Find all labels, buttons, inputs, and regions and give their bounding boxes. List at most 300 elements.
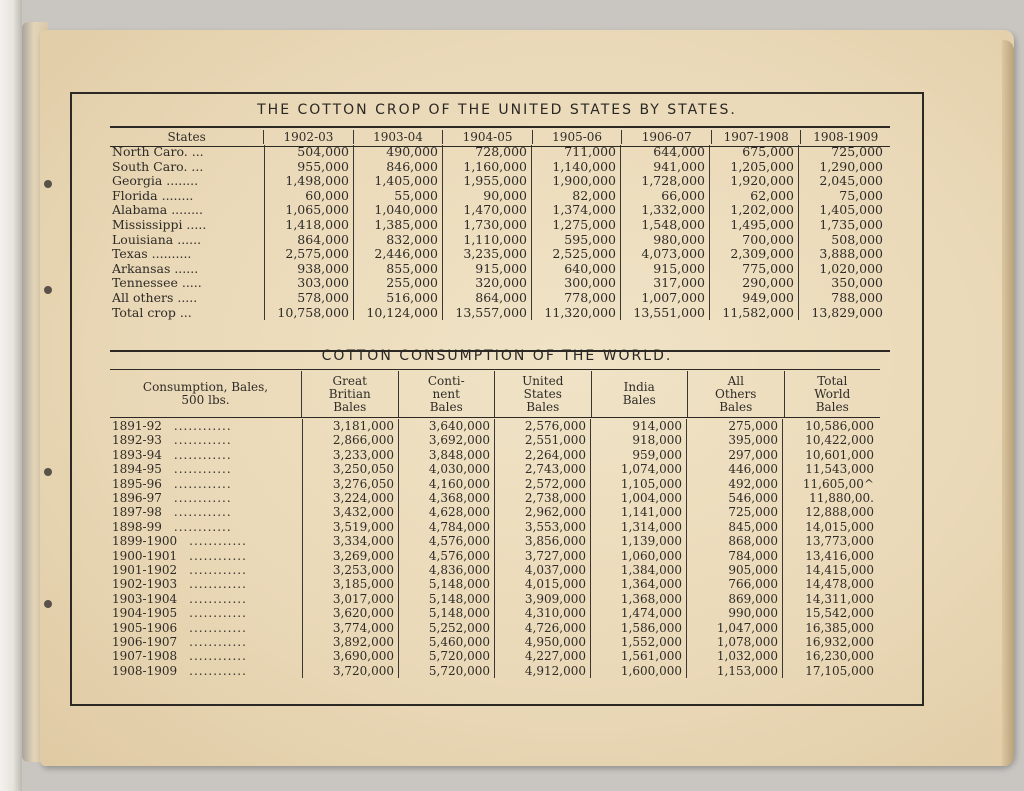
crop-value-cell: 1,735,000 <box>798 218 887 233</box>
table-row <box>110 577 880 591</box>
table-row <box>110 218 890 233</box>
crop-value-cell: 595,000 <box>531 233 620 248</box>
table-row <box>110 549 880 563</box>
crop-value-cell: 700,000 <box>709 233 798 248</box>
crop-value-cell: 1,385,000 <box>353 218 442 233</box>
season-label: 1901-1902 <box>112 563 178 577</box>
consumption-value-cell: 4,030,000 <box>398 462 494 476</box>
season-label-cell <box>110 505 302 519</box>
crop-value-cell: 60,000 <box>264 189 353 204</box>
consumption-value-cell: 1,552,000 <box>590 635 686 649</box>
crop-value-cell: 1,730,000 <box>442 218 531 233</box>
consumption-value-cell: 3,640,000 <box>398 419 494 433</box>
header-total-world: Total World Bales <box>784 371 881 417</box>
consumption-value-cell: 4,726,000 <box>494 621 590 635</box>
consumption-value-cell: 1,004,000 <box>590 491 686 505</box>
table-row <box>110 505 880 519</box>
season-label: 1904-1905 <box>112 606 178 621</box>
consumption-value-cell: 3,848,000 <box>398 448 494 462</box>
consumption-value-cell: 5,460,000 <box>398 635 494 649</box>
header-year: 1906-07 <box>621 130 711 144</box>
crop-value-cell: 640,000 <box>531 262 620 277</box>
consumption-value-cell: 3,253,000 <box>302 563 398 577</box>
crop-value-cell: 350,000 <box>798 276 887 291</box>
header-india: India Bales <box>591 371 688 417</box>
table-row <box>110 291 890 306</box>
season-label: 1893-94 <box>112 447 162 462</box>
crop-value-cell: 955,000 <box>264 160 353 175</box>
season-label: 1902-1903 <box>112 577 178 592</box>
consumption-value-cell: 1,600,000 <box>590 664 686 678</box>
consumption-value-cell: 3,250,050 <box>302 462 398 476</box>
season-label-cell <box>110 462 302 476</box>
leader-dots: ............ <box>189 606 247 621</box>
season-label-cell <box>110 664 302 678</box>
consumption-value-cell: 1,032,000 <box>686 649 782 663</box>
crop-value-cell: 2,525,000 <box>531 247 620 262</box>
table-row <box>110 477 880 491</box>
leader-dots: ............ <box>173 462 232 477</box>
season-label: 1900-1901 <box>112 548 178 563</box>
header-year: 1908-1909 <box>800 130 890 144</box>
consumption-value-cell: 2,738,000 <box>494 491 590 505</box>
table-row <box>110 203 890 218</box>
consumption-value-cell: 1,078,000 <box>686 635 782 649</box>
season-label-cell <box>110 592 302 606</box>
consumption-value-cell: 3,720,000 <box>302 664 398 678</box>
consumption-value-cell: 5,720,000 <box>398 664 494 678</box>
header-states: States <box>167 130 206 144</box>
consumption-value-cell: 918,000 <box>590 433 686 447</box>
table-row <box>110 491 880 505</box>
consumption-value-cell: 13,416,000 <box>782 549 878 563</box>
crop-value-cell: 1,020,000 <box>798 262 887 277</box>
season-label-cell <box>110 621 302 635</box>
consumption-value-cell: 4,628,000 <box>398 505 494 519</box>
state-name-cell: Georgia ........ <box>112 173 199 189</box>
season-label-cell <box>110 534 302 548</box>
leader-dots: ............ <box>173 519 232 534</box>
crop-value-cell: 2,575,000 <box>264 247 353 262</box>
consumption-value-cell: 1,364,000 <box>590 577 686 591</box>
table-row <box>110 419 880 433</box>
consumption-value-cell: 12,888,000 <box>782 505 878 519</box>
crop-value-cell: 1,205,000 <box>709 160 798 175</box>
consumption-value-cell: 4,037,000 <box>494 563 590 577</box>
crop-value-cell: 788,000 <box>798 291 887 306</box>
consumption-value-cell: 5,148,000 <box>398 577 494 591</box>
season-label-cell <box>110 491 302 505</box>
consumption-value-cell: 2,576,000 <box>494 419 590 433</box>
consumption-table-rule <box>110 369 880 370</box>
table-row <box>110 160 890 175</box>
crop-value-cell: 255,000 <box>353 276 442 291</box>
season-label: 1903-1904 <box>112 591 178 606</box>
consumption-value-cell: 17,105,000 <box>782 664 878 678</box>
crop-value-cell: 1,202,000 <box>709 203 798 218</box>
consumption-value-cell: 297,000 <box>686 448 782 462</box>
crop-value-cell: 2,446,000 <box>353 247 442 262</box>
season-label-cell <box>110 448 302 462</box>
crop-value-cell: 941,000 <box>620 160 709 175</box>
consumption-value-cell: 3,620,000 <box>302 606 398 620</box>
crop-value-cell: 578,000 <box>264 291 353 306</box>
consumption-value-cell: 5,148,000 <box>398 592 494 606</box>
season-label: 1905-1906 <box>112 620 178 635</box>
season-label: 1897-98 <box>112 505 162 520</box>
crop-value-cell: 90,000 <box>442 189 531 204</box>
consumption-value-cell: 3,692,000 <box>398 433 494 447</box>
season-label-cell <box>110 477 302 491</box>
consumption-value-cell: 1,474,000 <box>590 606 686 620</box>
crop-value-cell: 290,000 <box>709 276 798 291</box>
table-row <box>110 664 880 678</box>
table-row <box>110 534 880 548</box>
consumption-value-cell: 914,000 <box>590 419 686 433</box>
state-name-cell: Tennessee ..... <box>112 275 202 291</box>
consumption-value-cell: 3,519,000 <box>302 520 398 534</box>
consumption-value-cell: 10,422,000 <box>782 433 878 447</box>
left-page-edge <box>0 0 22 791</box>
header-all-others: All Others Bales <box>687 371 784 417</box>
crop-value-cell: 864,000 <box>264 233 353 248</box>
consumption-value-cell: 2,551,000 <box>494 433 590 447</box>
consumption-value-cell: 11,605,00^ <box>782 477 878 491</box>
consumption-value-cell: 868,000 <box>686 534 782 548</box>
crop-value-cell: 2,045,000 <box>798 174 887 189</box>
consumption-value-cell: 3,892,000 <box>302 635 398 649</box>
crop-value-cell: 490,000 <box>353 145 442 160</box>
consumption-value-cell: 1,153,000 <box>686 664 782 678</box>
consumption-value-cell: 3,727,000 <box>494 549 590 563</box>
season-label: 1891-92 <box>112 419 162 433</box>
header-year: 1903-04 <box>353 130 443 144</box>
header-continent: Conti- nent Bales <box>398 371 495 417</box>
consumption-value-cell: 3,690,000 <box>302 649 398 663</box>
consumption-value-cell: 15,542,000 <box>782 606 878 620</box>
leader-dots: ............ <box>173 419 232 433</box>
crop-value-cell: 675,000 <box>709 145 798 160</box>
consumption-value-cell: 10,586,000 <box>782 419 878 433</box>
consumption-value-cell: 446,000 <box>686 462 782 476</box>
crop-value-cell: 317,000 <box>620 276 709 291</box>
crop-value-cell: 13,557,000 <box>442 306 531 321</box>
table-row <box>110 174 890 189</box>
consumption-value-cell: 4,227,000 <box>494 649 590 663</box>
crop-value-cell: 2,309,000 <box>709 247 798 262</box>
consumption-value-cell: 14,478,000 <box>782 577 878 591</box>
crop-value-cell: 13,551,000 <box>620 306 709 321</box>
consumption-value-cell: 14,015,000 <box>782 520 878 534</box>
leader-dots: ............ <box>189 563 247 577</box>
leader-dots: ............ <box>189 620 247 635</box>
book-page <box>40 30 1014 766</box>
crop-value-cell: 1,040,000 <box>353 203 442 218</box>
header-united-states: United States Bales <box>494 371 591 417</box>
season-label: 1896-97 <box>112 491 162 505</box>
crop-value-cell: 728,000 <box>442 145 531 160</box>
header-consumption: Consumption, Bales, 500 lbs. <box>142 380 269 407</box>
state-name-cell: Total crop ... <box>112 304 192 320</box>
consumption-value-cell: 14,415,000 <box>782 563 878 577</box>
season-label-cell <box>110 563 302 577</box>
season-label-cell <box>110 577 302 591</box>
consumption-value-cell: 14,311,000 <box>782 592 878 606</box>
leader-dots: ............ <box>189 577 247 592</box>
consumption-value-cell: 3,553,000 <box>494 520 590 534</box>
state-name-cell: Florida ........ <box>112 187 194 203</box>
season-label-cell <box>110 433 302 447</box>
state-name-cell: All others ..... <box>112 290 198 305</box>
crop-value-cell: 508,000 <box>798 233 887 248</box>
crop-value-cell: 775,000 <box>709 262 798 277</box>
consumption-value-cell: 4,784,000 <box>398 520 494 534</box>
consumption-value-cell: 3,774,000 <box>302 621 398 635</box>
page-stack-edge <box>1002 40 1014 766</box>
crop-value-cell: 1,332,000 <box>620 203 709 218</box>
consumption-value-cell: 16,932,000 <box>782 635 878 649</box>
binding-hole <box>44 286 52 294</box>
crop-value-cell: 300,000 <box>531 276 620 291</box>
crop-value-cell: 66,000 <box>620 189 709 204</box>
crop-value-cell: 4,073,000 <box>620 247 709 262</box>
consumption-value-cell: 4,015,000 <box>494 577 590 591</box>
table-row <box>110 276 890 291</box>
leader-dots: ............ <box>189 534 247 549</box>
consumption-value-cell: 1,074,000 <box>590 462 686 476</box>
binding-hole <box>44 468 52 476</box>
leader-dots: ............ <box>173 491 232 505</box>
consumption-value-cell: 275,000 <box>686 419 782 433</box>
consumption-value-cell: 2,264,000 <box>494 448 590 462</box>
consumption-value-cell: 4,368,000 <box>398 491 494 505</box>
header-year: 1904-05 <box>442 130 532 144</box>
leader-dots: ............ <box>189 548 247 563</box>
crop-value-cell: 1,160,000 <box>442 160 531 175</box>
crop-value-cell: 1,275,000 <box>531 218 620 233</box>
crop-value-cell: 55,000 <box>353 189 442 204</box>
season-label-cell <box>110 520 302 534</box>
table-row <box>110 306 890 321</box>
table-row <box>110 563 880 577</box>
consumption-value-cell: 11,880,00. <box>782 491 878 505</box>
consumption-value-cell: 4,160,000 <box>398 477 494 491</box>
consumption-value-cell: 1,047,000 <box>686 621 782 635</box>
crop-value-cell: 62,000 <box>709 189 798 204</box>
crop-value-cell: 504,000 <box>264 145 353 160</box>
leader-dots: ............ <box>189 591 247 606</box>
consumption-value-cell: 990,000 <box>686 606 782 620</box>
table-row <box>110 448 880 462</box>
crop-value-cell: 980,000 <box>620 233 709 248</box>
consumption-value-cell: 16,230,000 <box>782 649 878 663</box>
crop-value-cell: 949,000 <box>709 291 798 306</box>
crop-value-cell: 1,405,000 <box>353 174 442 189</box>
leader-dots: ............ <box>189 649 247 664</box>
season-label-cell <box>110 549 302 563</box>
crop-value-cell: 3,888,000 <box>798 247 887 262</box>
consumption-value-cell: 725,000 <box>686 505 782 519</box>
consumption-value-cell: 11,543,000 <box>782 462 878 476</box>
consumption-value-cell: 2,572,000 <box>494 477 590 491</box>
table-frame <box>70 92 924 706</box>
crop-value-cell: 1,418,000 <box>264 218 353 233</box>
crop-value-cell: 711,000 <box>531 145 620 160</box>
crop-value-cell: 915,000 <box>620 262 709 277</box>
consumption-value-cell: 1,314,000 <box>590 520 686 534</box>
leader-dots: ............ <box>173 447 232 462</box>
crop-value-cell: 10,758,000 <box>264 306 353 321</box>
consumption-value-cell: 13,773,000 <box>782 534 878 548</box>
season-label: 1894-95 <box>112 462 162 477</box>
state-name-cell: Texas .......... <box>112 246 192 262</box>
crop-value-cell: 303,000 <box>264 276 353 291</box>
table-row <box>110 621 880 635</box>
consumption-value-cell: 4,310,000 <box>494 606 590 620</box>
crop-value-cell: 846,000 <box>353 160 442 175</box>
consumption-value-cell: 10,601,000 <box>782 448 878 462</box>
consumption-value-cell: 1,561,000 <box>590 649 686 663</box>
consumption-value-cell: 1,368,000 <box>590 592 686 606</box>
crop-value-cell: 1,290,000 <box>798 160 887 175</box>
consumption-value-cell: 1,586,000 <box>590 621 686 635</box>
table-row <box>110 233 890 248</box>
crop-value-cell: 1,065,000 <box>264 203 353 218</box>
crop-value-cell: 1,405,000 <box>798 203 887 218</box>
crop-value-cell: 915,000 <box>442 262 531 277</box>
consumption-value-cell: 3,233,000 <box>302 448 398 462</box>
crop-value-cell: 778,000 <box>531 291 620 306</box>
binding-hole <box>44 180 52 188</box>
crop-value-cell: 1,470,000 <box>442 203 531 218</box>
consumption-value-cell: 4,950,000 <box>494 635 590 649</box>
consumption-value-cell: 5,148,000 <box>398 606 494 620</box>
consumption-value-cell: 5,252,000 <box>398 621 494 635</box>
crop-value-cell: 13,829,000 <box>798 306 887 321</box>
consumption-value-cell: 2,962,000 <box>494 505 590 519</box>
crop-value-cell: 11,320,000 <box>531 306 620 321</box>
consumption-value-cell: 3,276,050 <box>302 477 398 491</box>
consumption-value-cell: 2,743,000 <box>494 462 590 476</box>
crop-value-cell: 1,498,000 <box>264 174 353 189</box>
consumption-table-title: COTTON CONSUMPTION OF THE WORLD. <box>321 348 673 364</box>
state-name-cell: Alabama ........ <box>112 202 203 218</box>
consumption-value-cell: 905,000 <box>686 563 782 577</box>
consumption-value-cell: 869,000 <box>686 592 782 606</box>
crop-value-cell: 1,920,000 <box>709 174 798 189</box>
header-year: 1905-06 <box>532 130 622 144</box>
table-row <box>110 520 880 534</box>
crop-value-cell: 3,235,000 <box>442 247 531 262</box>
table-row <box>110 462 880 476</box>
crop-value-cell: 1,728,000 <box>620 174 709 189</box>
crop-value-cell: 516,000 <box>353 291 442 306</box>
consumption-value-cell: 4,576,000 <box>398 534 494 548</box>
table-row <box>110 635 880 649</box>
header-year: 1907-1908 <box>711 130 801 144</box>
leader-dots: ............ <box>173 476 232 491</box>
consumption-table-header <box>110 371 880 418</box>
crop-value-cell: 75,000 <box>798 189 887 204</box>
header-great-britain: Great Britian Bales <box>301 371 398 417</box>
consumption-value-cell: 1,141,000 <box>590 505 686 519</box>
consumption-value-cell: 3,334,000 <box>302 534 398 548</box>
season-label: 1892-93 <box>112 433 162 448</box>
consumption-value-cell: 1,384,000 <box>590 563 686 577</box>
consumption-value-cell: 1,139,000 <box>590 534 686 548</box>
season-label: 1895-96 <box>112 476 162 491</box>
crop-value-cell: 832,000 <box>353 233 442 248</box>
binding-hole <box>44 600 52 608</box>
state-name-cell: North Caro. ... <box>112 144 204 159</box>
consumption-value-cell: 959,000 <box>590 448 686 462</box>
leader-dots: ............ <box>189 663 247 678</box>
state-name-cell: Arkansas ...... <box>112 260 199 276</box>
consumption-value-cell: 546,000 <box>686 491 782 505</box>
table-row <box>110 145 890 160</box>
consumption-value-cell: 3,185,000 <box>302 577 398 591</box>
table-row <box>110 262 890 277</box>
consumption-value-cell: 3,856,000 <box>494 534 590 548</box>
consumption-value-cell: 784,000 <box>686 549 782 563</box>
season-label: 1899-1900 <box>112 534 178 549</box>
table-row <box>110 189 890 204</box>
state-name-cell: Louisiana ...... <box>112 231 202 247</box>
consumption-value-cell: 16,385,000 <box>782 621 878 635</box>
consumption-value-cell: 1,060,000 <box>590 549 686 563</box>
consumption-value-cell: 845,000 <box>686 520 782 534</box>
table-row <box>110 592 880 606</box>
consumption-value-cell: 2,866,000 <box>302 433 398 447</box>
crop-value-cell: 725,000 <box>798 145 887 160</box>
season-label-cell <box>110 606 302 620</box>
crop-value-cell: 1,900,000 <box>531 174 620 189</box>
state-name-cell: Mississippi ..... <box>112 217 207 232</box>
leader-dots: ............ <box>173 433 232 448</box>
consumption-value-cell: 3,269,000 <box>302 549 398 563</box>
crop-value-cell: 1,110,000 <box>442 233 531 248</box>
crop-value-cell: 10,124,000 <box>353 306 442 321</box>
state-name-cell: South Caro. ... <box>112 158 204 174</box>
crop-value-cell: 82,000 <box>531 189 620 204</box>
consumption-value-cell: 5,720,000 <box>398 649 494 663</box>
crop-value-cell: 864,000 <box>442 291 531 306</box>
consumption-value-cell: 3,181,000 <box>302 419 398 433</box>
consumption-value-cell: 395,000 <box>686 433 782 447</box>
header-year: 1902-03 <box>263 130 353 144</box>
consumption-value-cell: 4,912,000 <box>494 664 590 678</box>
consumption-value-cell: 3,909,000 <box>494 592 590 606</box>
table-row <box>110 649 880 663</box>
consumption-value-cell: 1,105,000 <box>590 477 686 491</box>
crop-value-cell: 1,955,000 <box>442 174 531 189</box>
consumption-value-cell: 3,224,000 <box>302 491 398 505</box>
leader-dots: ............ <box>173 505 232 520</box>
crop-value-cell: 1,374,000 <box>531 203 620 218</box>
consumption-value-cell: 3,017,000 <box>302 592 398 606</box>
table-row <box>110 247 890 262</box>
crop-value-cell: 1,007,000 <box>620 291 709 306</box>
season-label: 1908-1909 <box>112 663 178 678</box>
consumption-value-cell: 3,432,000 <box>302 505 398 519</box>
consumption-value-cell: 4,576,000 <box>398 549 494 563</box>
crop-value-cell: 1,140,000 <box>531 160 620 175</box>
crop-value-cell: 320,000 <box>442 276 531 291</box>
crop-value-cell: 644,000 <box>620 145 709 160</box>
table-row <box>110 606 880 620</box>
crop-table-title: THE COTTON CROP OF THE UNITED STATES BY STATES. <box>257 102 737 118</box>
crop-value-cell: 1,548,000 <box>620 218 709 233</box>
